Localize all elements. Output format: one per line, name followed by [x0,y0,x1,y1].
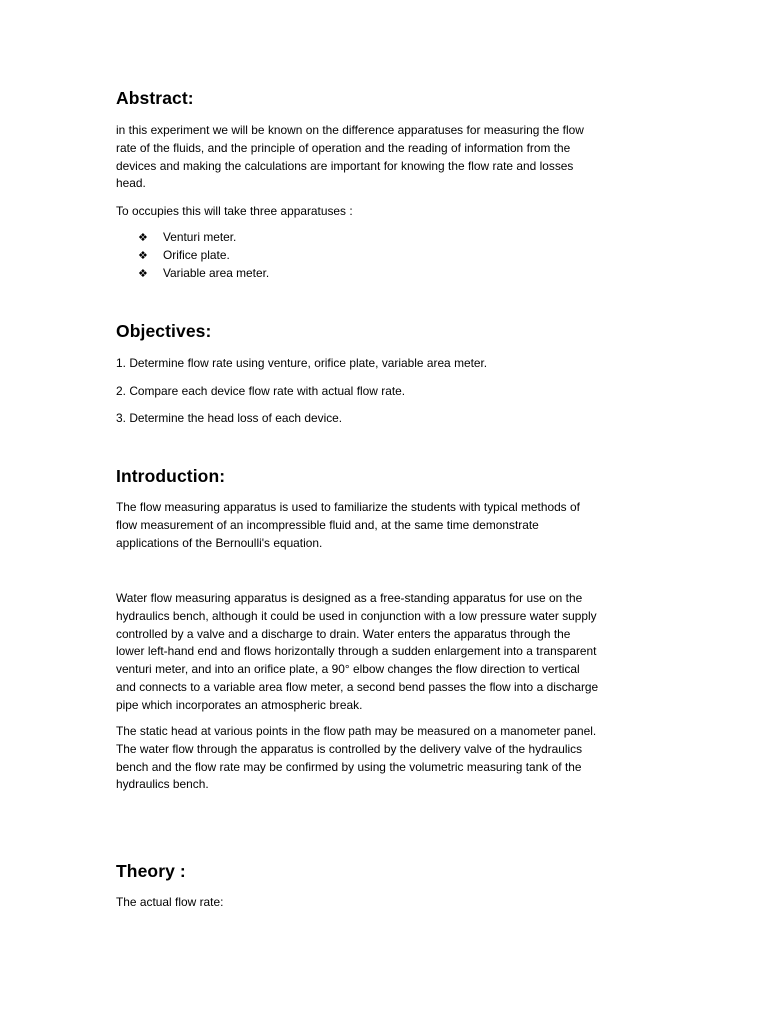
list-item [138,247,269,265]
text-line: head. [116,176,146,191]
text-line: rate of the fluids, and the principle of operation and the reading of information from the [116,140,571,155]
text-line: hydraulics bench, although it could be used in conjunction with a low pressure water supply [116,608,597,623]
text-line: bench and the flow rate may be confirmed by using the volumetric measuring tank of the [116,759,582,774]
objective-item: 1. Determine flow rate using venture, orifice plate, variable area meter. [116,356,488,370]
text-line: hydraulics bench. [116,777,209,792]
diamond-bullet-icon: ❖ [138,266,148,280]
abstract-paragraph-1 [116,122,654,193]
text-line: controlled by a valve and a discharge to drain. Water enters the apparatus through the [116,626,571,641]
introduction-heading: Introduction: [116,466,226,486]
abstract-heading: Abstract: [116,88,194,108]
introduction-paragraph-2 [116,590,654,715]
text-line: lower left-hand end and flows horizontally through a sudden enlargement into a transparent [116,644,597,659]
text-line: The flow measuring apparatus is used to familiarize the students with typical methods of [116,500,580,514]
text-line: The water flow through the apparatus is controlled by the delivery valve of the hydraulics [116,741,583,756]
text-line: and connects to a variable area flow meter, a second bend passes the flow into a discharge [116,679,599,694]
introduction-paragraph-3 [116,723,654,794]
text-line: pipe which incorporates an atmospheric break. [116,697,363,712]
objective-item: 2. Compare each device flow rate with actual flow rate. [116,384,406,398]
introduction-paragraph-1 [116,499,654,552]
diamond-bullet-icon: ❖ [138,231,148,244]
apparatus-list [138,229,269,282]
objective-item: 3. Determine the head loss of each device. [116,411,343,425]
diamond-bullet-icon: ❖ [138,248,148,262]
objectives-heading: Objectives: [116,321,212,341]
text-line: applications of the Bernoulli's equation. [116,535,323,550]
list-item-label: Orifice plate. [163,247,230,262]
text-line: The static head at various points in the flow path may be measured on a manometer panel. [116,724,597,738]
text-line: devices and making the calculations are important for knowing the flow rate and losses [116,158,574,173]
list-item [138,229,269,247]
list-item-label: Venturi meter. [163,230,237,244]
list-item [138,265,269,283]
theory-paragraph-1: The actual flow rate: [116,895,224,909]
theory-heading: Theory : [116,861,186,881]
text-line: in this experiment we will be known on the difference apparatuses for measuring the flow [116,123,584,137]
list-item-label: Variable area meter. [163,265,270,280]
text-line: Water flow measuring apparatus is designed as a free-standing apparatus for use on the [116,591,583,605]
text-line: venturi meter, and into an orifice plate, a 90° elbow changes the flow direction to vertical [116,662,580,677]
text-line: flow measurement of an incompressible fluid and, at the same time demonstrate [116,517,539,532]
abstract-paragraph-2: To occupies this will take three apparatuses : [116,204,353,218]
